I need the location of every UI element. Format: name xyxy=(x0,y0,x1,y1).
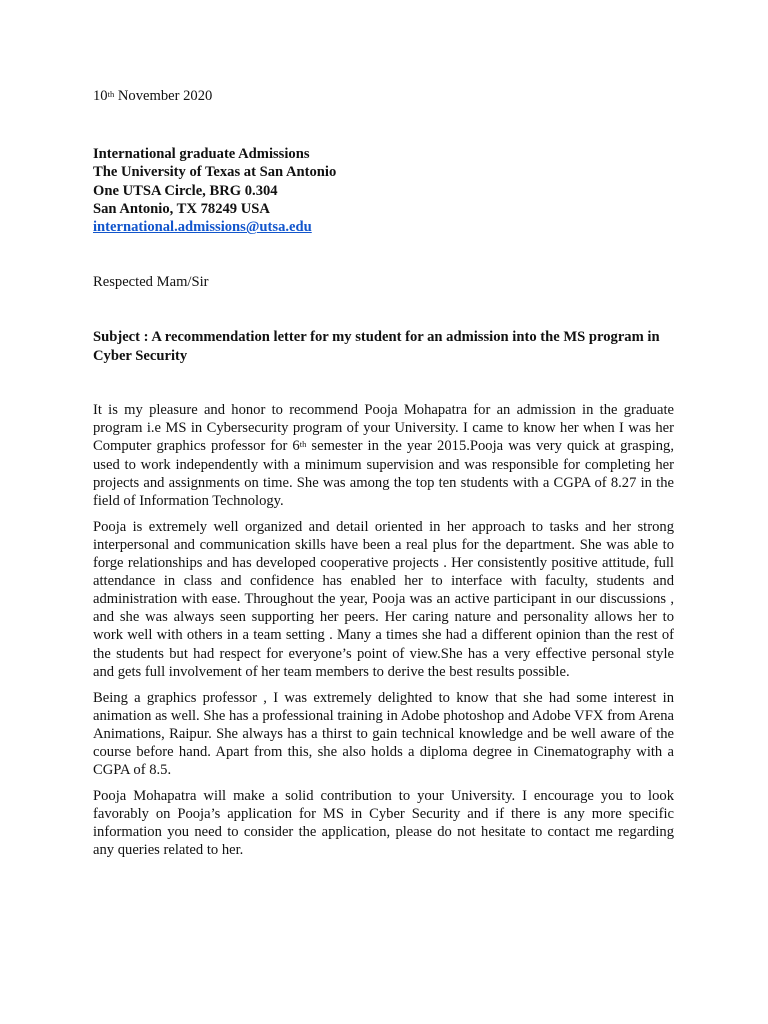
paragraph-interests: Being a graphics professor , I was extremely delighted to know that she had some interest in animation as well. She has a professional training in Adobe photoshop and Adobe VFX from Arena Animations, Raipur. She always has a thirst to gain technical knowledge and be well aware of the course before hand. Apart from this, she also holds a diploma degree in Cinematography with a CGPA of 8.5. xyxy=(93,689,674,779)
paragraph-intro-text-a: It is my pleasure and honor to recommend Pooja Mohapatra for an admission in the graduate program i.e MS in Cybersecurity program of your University. I came to know her when I was her Computer graphics professor for 6 xyxy=(93,402,674,455)
salutation: Respected Mam/Sir xyxy=(93,274,209,291)
recipient-address xyxy=(93,145,674,236)
address-line-university: The University of Texas at San Antonio xyxy=(93,164,337,181)
subject-line: Subject : A recommendation letter for my student for an admission into the MS program in Cyber Security xyxy=(93,329,660,364)
paragraph-intro xyxy=(93,401,674,510)
address-line-city: San Antonio, TX 78249 USA xyxy=(93,200,270,217)
letter-page xyxy=(93,86,674,868)
address-line-street: One UTSA Circle, BRG 0.304 xyxy=(93,182,278,199)
paragraph-closing: Pooja Mohapatra will make a solid contribution to your University. I encourage you to look favorably on Pooja’s application for MS in Cyber Security and if there is any more specific information you need to consider the application, please do not hesitate to contact me regarding any queries related to her. xyxy=(93,788,674,859)
address-line-department: International graduate Admissions xyxy=(93,146,310,162)
paragraph-qualities: Pooja is extremely well organized and detail oriented in her approach to tasks and her strong interpersonal and communication skills have been a real plus for the department. She was able to forge relationships and has developed cooperative projects . Her consistently positive attitude, full attendance in class and confidence has enabled her to interface with faculty, students and administration with ease. Throughout the year, Pooja was an active participant in our discussions , and she was always seen supporting her peers. Her caring nature and personality allows her to work well with others in a team setting . Many a times she had a different opinion than the rest of the students but had respect for everyone’s point of view.She has a very effective personal style and gets full involvement of her team members to derive the best results possible. xyxy=(93,518,674,680)
date-ordinal: th xyxy=(107,89,115,99)
letter-date xyxy=(93,86,674,106)
letter-body xyxy=(93,401,674,859)
paragraph-intro-text-b: semester in the year 2015.Pooja was very quick at grasping, used to work independently with a minimum supervision and was responsible for completing her projects and assignments on time. She was among the top ten students with a CGPA of 8.27 in the field of Information Technology. xyxy=(93,438,674,509)
date-month-year: November 2020 xyxy=(114,88,213,104)
semester-ordinal: th xyxy=(299,439,307,450)
email-link[interactable]: international.admissions@utsa.edu xyxy=(93,219,312,236)
date-day: 10 xyxy=(93,88,108,104)
